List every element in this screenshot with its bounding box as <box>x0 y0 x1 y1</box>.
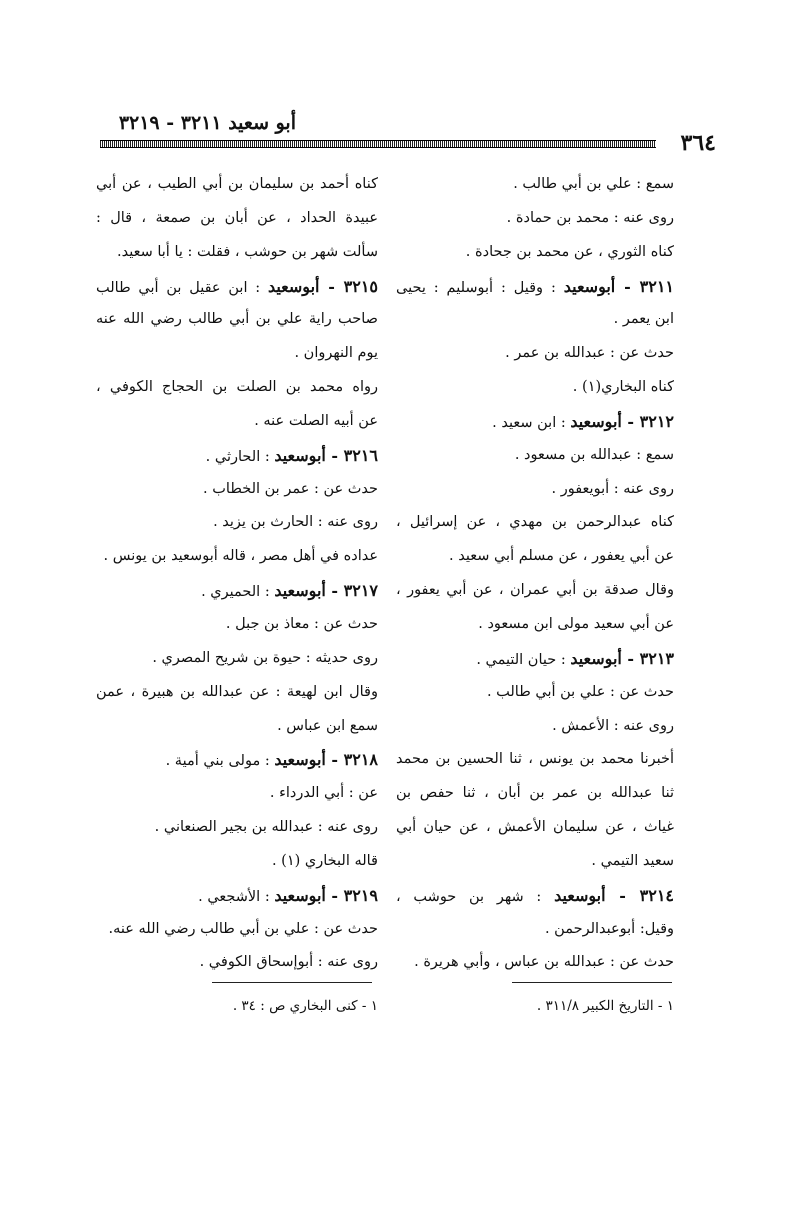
text-line: رواه محمد بن الصلت بن الحجاج الكوفي ، <box>96 379 378 396</box>
left-column <box>96 168 378 980</box>
text-line: عبيدة الحداد ، عن أبان بن صمعة ، قال : <box>96 209 378 226</box>
entry-number-name: ٣٢١٥ - أبوسعيد <box>267 276 378 296</box>
entry-heading-line <box>396 879 674 913</box>
text-line: سمع : عبدالله بن مسعود . <box>514 446 674 463</box>
text-line: صاحب راية علي بن أبي طالب رضي الله عنه <box>96 311 378 328</box>
entry-number-name: ٣٢١٣ - أبوسعيد <box>570 648 674 668</box>
text-line: حدث عن : معاذ بن جبل . <box>225 615 378 632</box>
text-line: كناه أحمد بن سليمان بن أبي الطيب ، عن أبي <box>96 176 378 192</box>
header-rule <box>100 140 656 148</box>
text-line: أخبرنا محمد بن يونس ، ثنا الحسين بن محمد <box>396 751 674 768</box>
text-line: قاله البخاري (١) . <box>271 852 378 869</box>
entry-number-name: ٣٢١٤ - أبوسعيد <box>554 885 674 905</box>
text-line: حدث عن : عبدالله بن عمر . <box>505 345 674 362</box>
entry-number-name: ٣٢١٦ - أبوسعيد <box>274 445 378 465</box>
entry-heading-rest: : ابن سعيد . <box>492 414 571 431</box>
text-line: روى عنه : أبوإسحاق الكوفي . <box>199 954 378 971</box>
text-line: وقال صدقة بن أبي عمران ، عن أبي يعفور ، <box>396 582 674 599</box>
footnote-divider-right <box>512 982 672 983</box>
entry-heading-rest: : الحميري . <box>201 584 275 601</box>
entry-heading-rest: : شهر بن حوشب ، <box>396 888 555 905</box>
entry-heading-line <box>396 642 674 676</box>
entry-number-name: ٣٢١٨ - أبوسعيد <box>274 750 378 770</box>
footnote-divider-left <box>212 982 372 983</box>
running-header-title: أبو سعيد ٣٢١١ - ٣٢١٩ <box>118 112 296 134</box>
text-line: روى عنه : عبدالله بن بجير الصنعاني . <box>154 819 378 836</box>
text-line: يوم النهروان . <box>294 345 378 362</box>
entry-heading-rest: : الأشجعي . <box>198 888 275 905</box>
entry-heading-line <box>96 743 378 777</box>
footnote-right: ١ - التاريخ الكبير ٣١١/٨ . <box>536 998 674 1014</box>
text-line: كناه الثوري ، عن محمد بن جحادة . <box>465 243 674 260</box>
entry-heading-rest: : الحارثي . <box>205 448 275 465</box>
entry-heading-line <box>96 574 378 608</box>
text-line: روى عنه : الأعمش . <box>552 717 674 734</box>
text-line: عن أبي سعيد مولى ابن مسعود . <box>478 615 674 632</box>
text-line: عن : أبي الدرداء . <box>269 785 378 802</box>
text-line: سمع : علي بن أبي طالب . <box>513 176 674 192</box>
text-line: عداده في أهل مصر ، قاله أبوسعيد بن يونس . <box>103 548 378 565</box>
text-line: روى عنه : الحارث بن يزيد . <box>213 514 378 531</box>
text-line: وقيل: أبوعبدالرحمن . <box>544 920 674 937</box>
entry-heading-line <box>396 270 674 304</box>
entry-number-name: ٣٢١٧ - أبوسعيد <box>274 581 378 601</box>
text-line: عن أبي يعفور ، عن مسلم أبي سعيد . <box>449 548 674 565</box>
text-line: سعيد التيمي . <box>591 852 674 869</box>
text-line: غياث ، عن سليمان الأعمش ، عن حيان أبي <box>396 819 674 836</box>
entry-heading-line <box>96 270 378 304</box>
text-line: روى عنه : محمد بن حمادة . <box>506 209 674 226</box>
text-line: روى حديثه : حيوة بن شريح المصري . <box>152 649 378 666</box>
entry-heading-rest: : حيان التيمي . <box>476 651 571 668</box>
entry-number-name: ٣٢١٢ - أبوسعيد <box>570 411 674 431</box>
entry-number-name: ٣٢١١ - أبوسعيد <box>563 276 674 296</box>
text-line: سمع ابن عباس . <box>277 717 378 734</box>
text-line: سألت شهر بن حوشب ، فقلت : يا أبا سعيد. <box>117 243 378 260</box>
entry-heading-line <box>96 439 378 473</box>
entry-heading-line <box>396 405 674 439</box>
entry-heading-rest: : ابن عقيل بن أبي طالب <box>96 279 268 296</box>
text-line: كناه البخاري(١) . <box>572 379 674 396</box>
entry-number-name: ٣٢١٩ - أبوسعيد <box>274 885 378 905</box>
page-number: ٣٦٤ <box>680 130 716 156</box>
right-column <box>396 168 674 980</box>
entry-heading-rest: : مولى بني أمية . <box>165 753 275 770</box>
text-line: وقال ابن لهيعة : عن عبدالله بن هبيرة ، عمن <box>96 683 378 700</box>
text-line: حدث عن : علي بن أبي طالب . <box>486 683 674 700</box>
text-line: حدث عن : علي بن أبي طالب رضي الله عنه. <box>108 920 378 937</box>
text-line: ابن يعمر . <box>613 311 674 328</box>
text-line: عن أبيه الصلت عنه . <box>254 412 378 429</box>
text-line: كناه عبدالرحمن بن مهدي ، عن إسرائيل ، <box>396 514 674 531</box>
text-line: حدث عن : عبدالله بن عباس ، وأبي هريرة . <box>414 954 674 971</box>
footnote-left: ١ - كنى البخاري ص : ٣٤ . <box>232 998 378 1014</box>
text-line: حدث عن : عمر بن الخطاب . <box>203 480 378 497</box>
entry-heading-line <box>96 879 378 913</box>
text-line: روى عنه : أبويعفور . <box>551 480 674 497</box>
text-line: ثنا عبدالله بن عمر بن أبان ، ثنا حفص بن <box>396 785 674 802</box>
entry-heading-rest: : وقيل : أبوسليم : يحيى <box>396 279 564 296</box>
